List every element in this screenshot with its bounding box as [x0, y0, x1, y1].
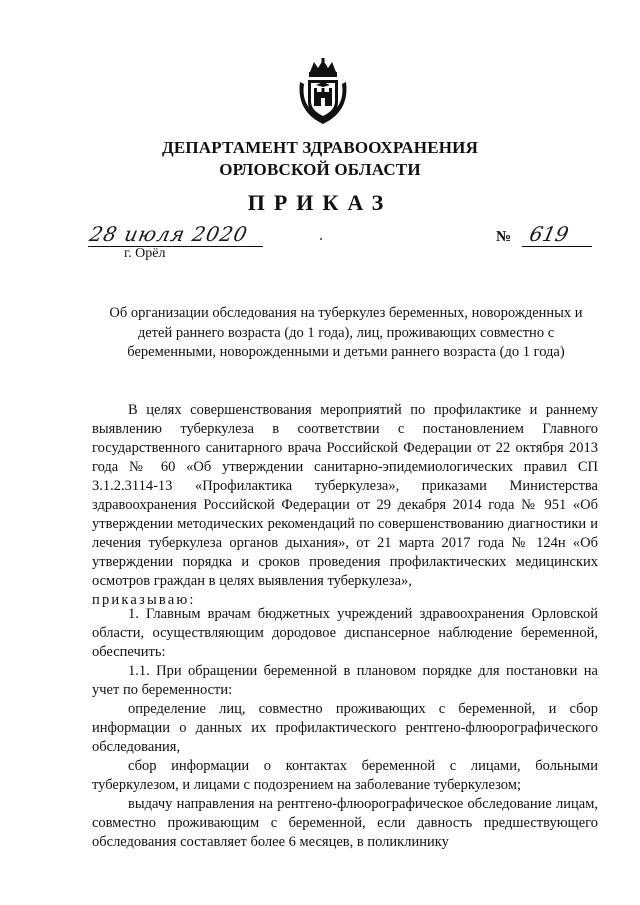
number-label: № — [496, 229, 512, 245]
department-name-line1: ДЕПАРТАМЕНТ ЗДРАВООХРАНЕНИЯ — [161, 138, 479, 157]
city-label: г. Орёл — [124, 246, 166, 261]
preamble-paragraph: В целях совершенствования мероприятий по профилактике и раннему выявлению туберкулеза в соответствии с постановлением Главного государственного санитарного врача Российской Федерации от 22 октября 2013 года № 60 «Об утверждении санитарно-эпидемиологических правил СП 3.1.2.3114-13 «Профилактика туберкулеза», приказами Министерства здравоохранения Российской Федерации от 29 декабря 2014 года № 951 «Об утверждении методических рекомендаций по совершенствованию диагностики и лечения туберкулеза органов дыхания», от 21 марта 2017 года № 124н «Об утверждении порядка и сроков проведения профилактических медицинских осмотров граждан в целях выявления туберкулеза», — [92, 402, 598, 589]
item-paragraph: выдачу направления на рентгено-флюорографическое обследование лицам, совместно проживающим с беременной, если давность предшествующего обследования составляет более 6 месяцев, в поликлинику — [92, 796, 598, 850]
item-paragraph: определение лиц, совместно проживающих с беременной, и сбор информации о данных их профилактического рентгено-флюорографического обследования, — [92, 701, 598, 755]
preamble-block — [92, 401, 598, 610]
document-type-heading: ПРИКАЗ — [247, 190, 393, 215]
handwritten-date: 28 июля 2020 — [87, 222, 251, 246]
stray-dot — [320, 238, 322, 240]
coat-of-arms-icon — [296, 58, 350, 126]
handwritten-number: 619 — [527, 222, 571, 246]
order-word: приказываю: — [92, 592, 196, 608]
number-underline — [522, 246, 592, 247]
item-paragraph: 1.1. При обращении беременной в плановом порядке для постановки на учет по беременности: — [92, 663, 598, 698]
items-block — [92, 605, 598, 852]
date-underline — [88, 246, 263, 247]
order-title: Об организации обследования на туберкулез беременных, новорожденных и детей раннего возраста (до 1 года), лиц, проживающих совместно с беременными, новорожденными и детьми раннего возраста (до 1 года) — [109, 305, 583, 360]
item-paragraph: 1. Главным врачам бюджетных учреждений здравоохранения Орловской области, осуществляющим дородовое диспансерное наблюдение беременной, обеспечить: — [92, 606, 598, 660]
item-paragraph: сбор информации о контактах беременной с лицами, больными туберкулезом, и лицами с подозрением на заболевание туберкулезом; — [92, 758, 598, 793]
department-name-line2: ОРЛОВСКОЙ ОБЛАСТИ — [219, 160, 421, 179]
